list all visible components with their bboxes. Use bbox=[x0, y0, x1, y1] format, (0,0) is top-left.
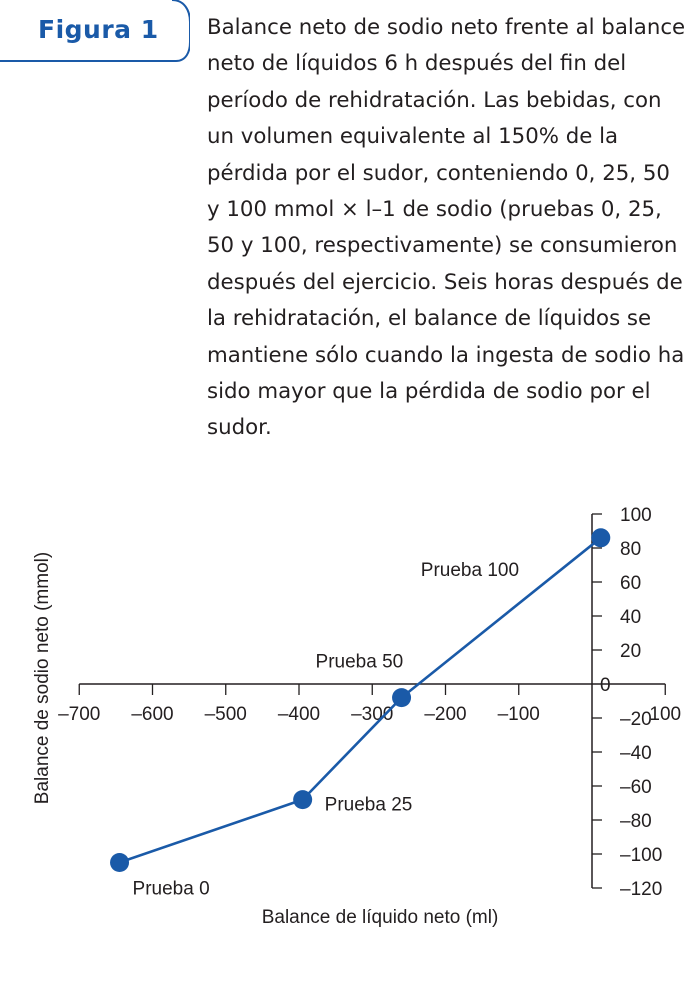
caption-line: 50 y 100, respectivamente) se consumieron bbox=[207, 233, 678, 259]
y-tick-label: –100 bbox=[620, 845, 663, 866]
y-tick-label: –40 bbox=[620, 743, 652, 764]
data-point-label: Prueba 100 bbox=[420, 559, 520, 581]
y-tick-label: 80 bbox=[620, 539, 642, 560]
data-point bbox=[293, 790, 312, 809]
caption-line: después del ejercicio. Seis horas después de bbox=[207, 269, 683, 295]
caption-line: pérdida por el sudor, conteniendo 0, 25, 50 bbox=[207, 160, 670, 186]
caption-line: período de rehidratación. Las bebidas, con bbox=[207, 87, 662, 113]
y-tick-label: –120 bbox=[620, 879, 663, 900]
sodium-vs-fluid-balance-chart bbox=[0, 470, 700, 980]
x-tick-label: –200 bbox=[424, 704, 467, 725]
y-tick-label: –80 bbox=[620, 811, 652, 832]
y-tick-label: 20 bbox=[620, 641, 642, 662]
x-tick-label: –400 bbox=[277, 704, 321, 725]
figure-tab bbox=[0, 0, 190, 64]
data-point bbox=[110, 853, 129, 872]
y-axis-title: Balance de sodio neto (mmol) bbox=[32, 551, 53, 805]
x-tick-label: –100 bbox=[497, 704, 540, 725]
y-tick-label: 40 bbox=[620, 607, 642, 628]
x-tick-label: 100 bbox=[649, 704, 682, 725]
caption-line: un volumen equivalente al 150% de la bbox=[207, 124, 619, 150]
figure-label: Figura 1 bbox=[38, 15, 159, 44]
y-tick-label: 60 bbox=[620, 573, 642, 594]
caption-line: neto de líquidos 6 h después del fin del bbox=[207, 51, 627, 77]
figure-caption bbox=[207, 10, 700, 447]
y-tick-label: 100 bbox=[620, 505, 652, 526]
data-point bbox=[392, 688, 411, 707]
y-tick-label: –60 bbox=[620, 777, 652, 798]
y-tick-label: –20 bbox=[620, 709, 652, 730]
caption-line: sudor. bbox=[207, 415, 272, 441]
caption-line: la rehidratación, el balance de líquidos se bbox=[207, 306, 652, 332]
x-axis-title: Balance de líquido neto (ml) bbox=[261, 907, 499, 928]
x-tick-label: –700 bbox=[58, 704, 101, 725]
data-point-label: Prueba 25 bbox=[324, 794, 413, 816]
caption-line: mantiene sólo cuando la ingesta de sodio ha bbox=[207, 342, 685, 368]
x-tick-label: –300 bbox=[351, 704, 394, 725]
x-tick-label: –600 bbox=[131, 704, 174, 725]
data-point-label: Prueba 0 bbox=[132, 878, 210, 900]
caption-line: y 100 mmol × l–1 de sodio (pruebas 0, 25, bbox=[207, 197, 662, 223]
data-point-label: Prueba 50 bbox=[315, 651, 404, 673]
x-tick-label: –500 bbox=[204, 704, 247, 725]
caption-line: Balance neto de sodio neto frente al balance bbox=[207, 15, 686, 40]
y-tick-label: 0 bbox=[600, 675, 611, 696]
caption-line: sido mayor que la pérdida de sodio por el bbox=[207, 379, 651, 405]
data-point bbox=[591, 528, 610, 547]
